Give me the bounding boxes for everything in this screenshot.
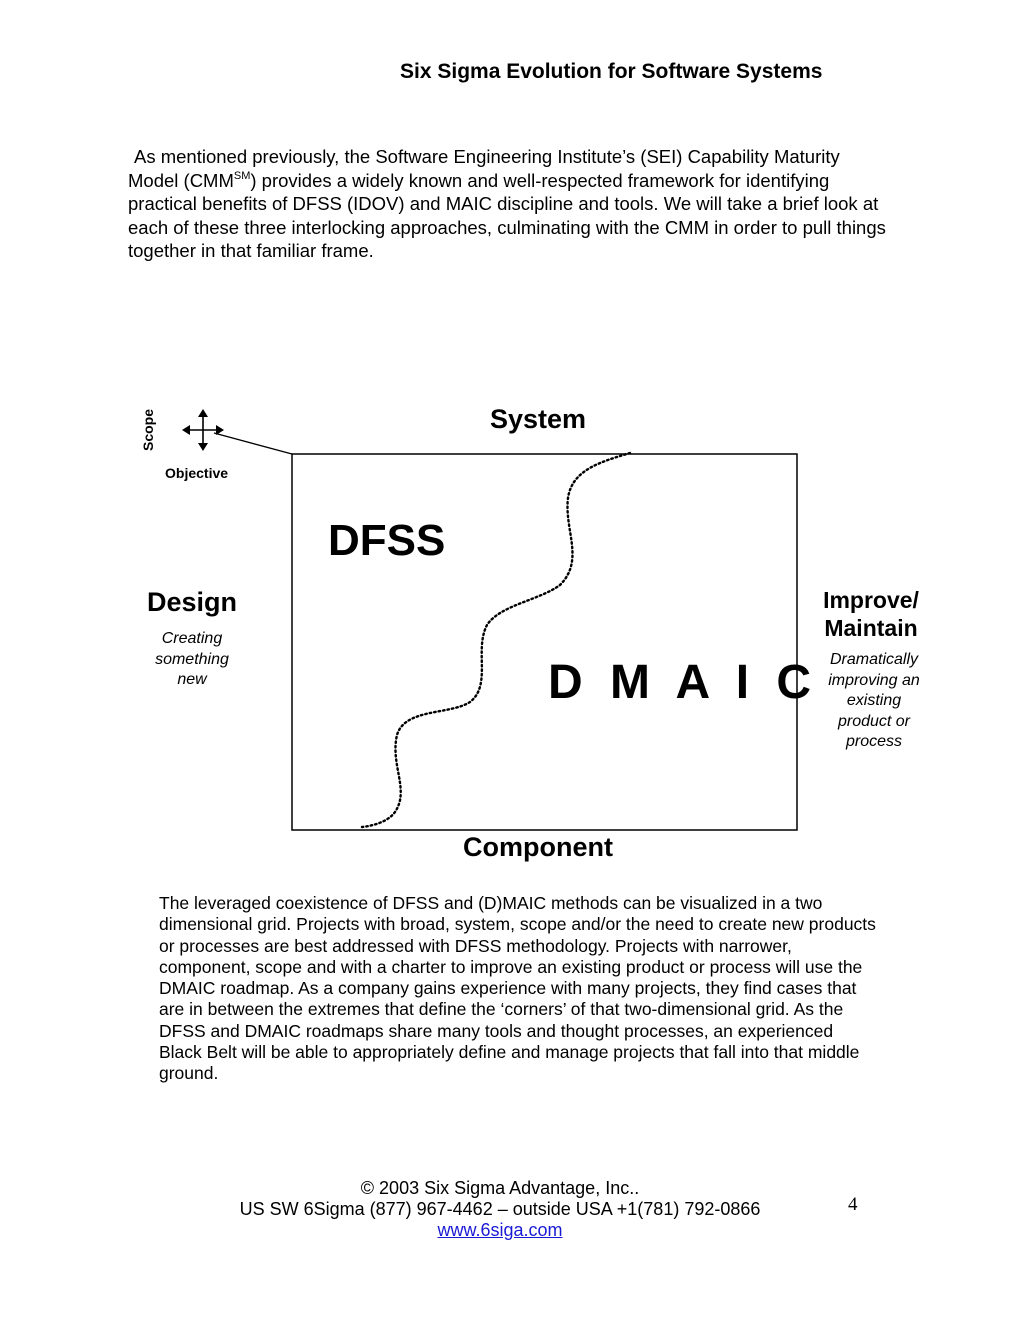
footer-copyright: © 2003 Six Sigma Advantage, Inc.. <box>360 1178 640 1198</box>
explanation-paragraph <box>159 893 879 1085</box>
website-link[interactable]: www.6siga.com <box>437 1220 563 1240</box>
design-description: Creating something new <box>155 630 229 688</box>
intro-text-end: ) provides a widely known and well-respected framework for identifying practical benefits of DFSS (IDOV) and MAIC discipline and tools. We will take a brief look at each of these three interlocking approaches, culminating with the CMM in order to pull things together in that familiar frame. <box>128 169 886 261</box>
dfss-dmaic-boundary-curve <box>362 453 630 827</box>
improve-maintain-description: Dramatically improving an existing product or process <box>828 651 920 750</box>
axis-connector-line <box>214 433 292 454</box>
objective-axis-label: Objective <box>165 465 229 481</box>
service-mark-superscript: SM <box>233 169 251 182</box>
system-label: System <box>490 404 587 434</box>
grid-box <box>292 454 797 830</box>
page-number: 4 <box>848 1194 858 1215</box>
improve-maintain-label: Improve/ Maintain <box>823 587 919 641</box>
four-way-arrows-icon <box>182 409 224 451</box>
scope-axis-label: Scope <box>140 408 156 452</box>
component-label: Component <box>463 832 613 862</box>
footer-phone-numbers: US SW 6Sigma (877) 967-4462 – outside USA +1(781) 792-0866 <box>239 1199 761 1219</box>
dmaic-region-label: D M A I C <box>548 656 819 709</box>
dfss-region-label: DFSS <box>328 516 446 565</box>
design-label: Design <box>147 587 238 617</box>
explanation-text: The leveraged coexistence of DFSS and (D)MAIC methods can be visualized in a two dimensional grid. Projects with broad, system, scope and/or the need to create new products or processes are best addressed with DFSS methodology. Projects with narrower, component, scope and with a charter to improve an existing product or process will use the DMAIC roadmap. As a company gains experience with many projects, they find cases that are in between the extremes that define the ‘corners’ of that two-dimensional grid. As the DFSS and DMAIC roadmaps share many tools and thought processes, an experienced Black Belt will be able to appropriately define and manage projects that fall into that middle ground. <box>159 893 876 1084</box>
intro-text-start: As mentioned previously, the Software Engineering Institute’s (SEI) Capability Maturity Model (CMM <box>128 146 840 191</box>
footer-url-container <box>0 1220 1000 1241</box>
page-header-title: Six Sigma Evolution for Software Systems <box>400 60 823 83</box>
